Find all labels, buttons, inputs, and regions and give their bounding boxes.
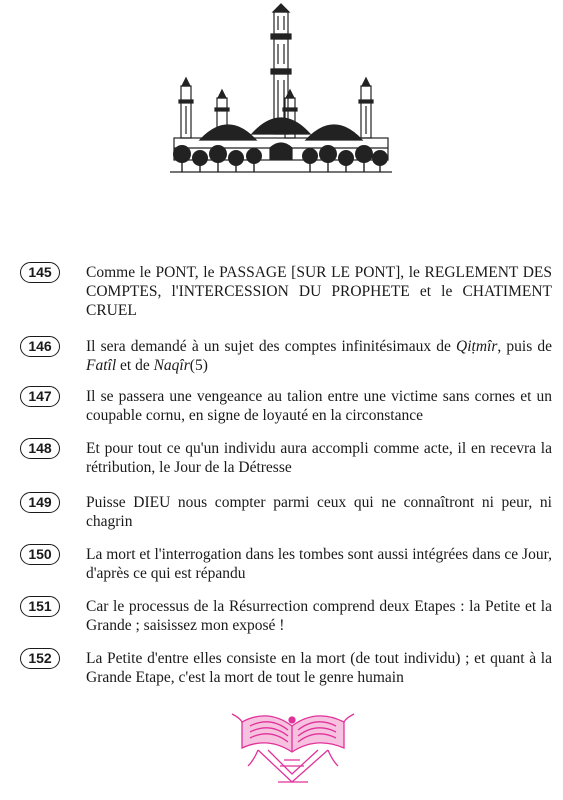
verse-number-badge: 148 [20,438,60,459]
verse-number-badge: 147 [20,386,60,407]
verse-number-badge: 149 [20,492,60,513]
verse-text: Car le processus de la Résurrection comprend deux Etapes : la Petite et la Grande ; saisissez mon exposé ! [86,598,552,634]
verse-number-badge: 145 [20,262,60,283]
verse-text: La Petite d'entre elles consiste en la mort (de tout individu) ; et quant à la Grande Etape, c'est la mort de tout le genre humain [86,650,552,686]
verse-text: Et pour tout ce qu'un individu aura accompli comme acte, il en recevra la rétribution, le Jour de la Détresse [86,440,552,476]
verse-text: La mort et l'interrogation dans les tombes sont aussi intégrées dans ce Jour, d'après ce qui est répandu [86,546,552,582]
verse-number-badge: 146 [20,336,60,357]
mosque-icon [170,2,392,178]
verse-number-badge: 151 [20,596,60,617]
verse-number-badge: 152 [20,648,60,669]
verse-number-badge: 150 [20,544,60,565]
verse-text: Puisse DIEU nous compter parmi ceux qui ne connaîtront ni peur, ni chagrin [86,494,552,530]
verse-text: Comme le PONT, le PASSAGE [SUR LE PONT], le REGLEMENT DES COMPTES, l'INTERCESSION DU PROPHETE et le CHATIMENT CRUEL [86,264,552,319]
verse-text: Il sera demandé à un sujet des comptes infinitésimaux de Qiṭmîr, puis de Fatîl et de Naqîr(5) [86,338,553,374]
quran-book-icon [228,704,358,788]
verse-text: Il se passera une vengeance au talion entre une victime sans cornes et un coupable cornu, en signe de loyauté en la circonstance [86,388,552,424]
